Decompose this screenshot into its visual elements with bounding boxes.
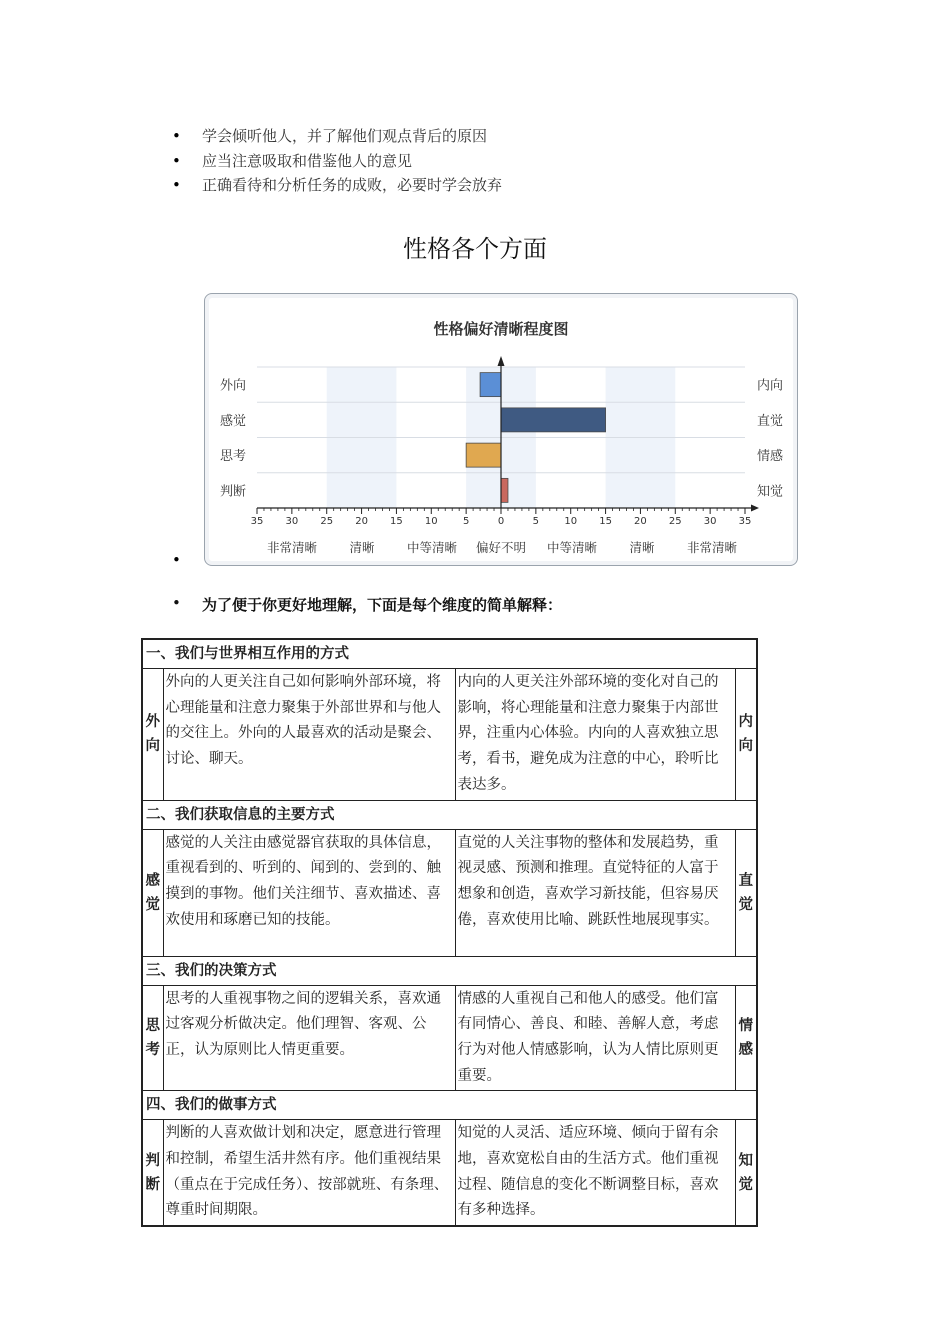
chart-y-arrow <box>498 356 505 366</box>
dimension-table <box>141 638 758 1227</box>
right-label-text: 知觉 <box>738 1151 753 1193</box>
chart-tick-label: 5 <box>462 516 470 527</box>
chart-tick-label: 25 <box>668 516 682 527</box>
chart-title: 性格偏好清晰程度图 <box>433 320 569 338</box>
left-label-text: 外向 <box>145 713 160 755</box>
dimension-right-label <box>735 829 757 956</box>
chart-band-label: 清晰 <box>349 540 375 555</box>
chart-tick-label: 0 <box>497 516 505 527</box>
advice-list <box>172 124 502 198</box>
left-label-text: 思考 <box>145 1016 160 1058</box>
preference-chart <box>204 293 798 566</box>
dimension-right-label <box>735 985 757 1091</box>
chart-tick-label: 30 <box>285 516 299 527</box>
dimension-left-label <box>142 985 163 1091</box>
dimension-left-text: 外向的人更关注自己如何影响外部环境，将心理能量和注意力聚集于外部世界和与他人的交往上。外向的人最喜欢的活动是聚会、讨论、聊天。 <box>163 669 455 801</box>
chart-band-label: 非常清晰 <box>266 540 318 555</box>
chart-band-label: 非常清晰 <box>686 540 738 555</box>
chart-tick-label: 30 <box>703 516 717 527</box>
chart-right-label: 情感 <box>756 449 783 465</box>
dimension-left-text: 感觉的人关注由感觉器官获取的具体信息，重视看到的、听到的、闻到的、尝到的、触摸到的事物。他们关注细节、喜欢描述、喜欢使用和琢磨已知的技能。 <box>163 829 455 956</box>
chart-tick-label: 15 <box>390 516 403 527</box>
chart-left-label: 外向 <box>220 378 247 394</box>
right-label-text: 直觉 <box>738 871 753 913</box>
advice-item: • 应当注意吸取和借鉴他人的意见 <box>172 149 502 174</box>
chart-tick-label: 15 <box>599 516 612 527</box>
dimension-right-text: 知觉的人灵活、适应环境、倾向于留有余地，喜欢宽松自由的生活方式。他们重视过程、随信息的变化不断调整目标，喜欢有多种选择。 <box>455 1120 735 1226</box>
chart-tick-label: 35 <box>738 516 752 527</box>
advice-item: • 学会倾听他人，并了解他们观点背后的原因 <box>172 124 502 149</box>
chart-tick-label: 10 <box>564 516 578 527</box>
explain-bullet <box>172 594 562 615</box>
chart-x-arrow <box>751 505 759 512</box>
dimension-left-text: 判断的人喜欢做计划和决定，愿意进行管理和控制，希望生活井然有序。他们重视结果（重点在于完成任务）、按部就班、有条理、尊重时间期限。 <box>163 1120 455 1226</box>
chart-right-label: 直觉 <box>756 413 783 429</box>
right-label-text: 内向 <box>738 713 753 755</box>
section-title: 性格各个方面 <box>403 235 547 263</box>
dimension-right-label <box>735 669 757 801</box>
chart-left-label: 判断 <box>220 484 247 500</box>
chart-tick-label: 5 <box>532 516 540 527</box>
chart-bar <box>466 443 501 467</box>
chart-band-label: 中等清晰 <box>546 540 598 555</box>
chart-left-label: 思考 <box>220 449 247 465</box>
chart-bar <box>501 478 508 502</box>
left-label-text: 感觉 <box>145 871 160 913</box>
chart-tick-label: 10 <box>424 516 438 527</box>
dimension-left-text: 思考的人重视事物之间的逻辑关系，喜欢通过客观分析做决定。他们理智、客观、公正，认为原则比人情更重要。 <box>163 985 455 1091</box>
dimension-right-text: 内向的人更关注外部环境的变化对自己的影响，将心理能量和注意力聚集于内部世界，注重内心体验。内向的人喜欢独立思考，看书，避免成为注意的中心，聆听比表达多。 <box>455 669 735 801</box>
chart-tick-label: 35 <box>250 516 264 527</box>
chart-band-label: 中等清晰 <box>406 540 458 555</box>
dimension-right-text: 情感的人重视自己和他人的感受。他们富有同情心、善良、和睦、善解人意，考虑行为对他人情感影响，认为人情比原则更重要。 <box>455 985 735 1091</box>
dimension-right-text: 直觉的人关注事物的整体和发展趋势，重视灵感、预测和推理。直觉特征的人富于想象和创造，喜欢学习新技能，但容易厌倦，喜欢使用比喻、跳跃性地展现事实。 <box>455 829 735 956</box>
dimension-header: 二、我们获取信息的主要方式 <box>142 800 757 829</box>
chart-bar <box>501 408 606 432</box>
advice-item: • 正确看待和分析任务的成败，必要时学会放弃 <box>172 173 502 198</box>
chart-tick-label: 20 <box>634 516 647 527</box>
dimension-left-label <box>142 669 163 801</box>
chart-svg <box>205 294 797 565</box>
chart-right-label: 内向 <box>756 378 783 394</box>
dimension-left-label <box>142 1120 163 1226</box>
chart-right-label: 知觉 <box>756 484 783 500</box>
dimension-header: 一、我们与世界相互作用的方式 <box>142 639 757 669</box>
dimension-right-label <box>735 1120 757 1226</box>
chart-band-label: 偏好不明 <box>475 540 527 555</box>
dimension-header: 三、我们的决策方式 <box>142 956 757 985</box>
chart-tick-label: 25 <box>320 516 334 527</box>
chart-bullet: • <box>172 551 181 569</box>
chart-band-label: 清晰 <box>629 540 655 555</box>
left-label-text: 判断 <box>145 1151 160 1193</box>
chart-tick-label: 20 <box>355 516 368 527</box>
right-label-text: 情感 <box>738 1016 753 1058</box>
dimension-header: 四、我们的做事方式 <box>142 1091 757 1120</box>
dimension-left-label <box>142 829 163 956</box>
explain-text: 为了便于你更好地理解，下面是每个维度的简单解释： <box>202 596 563 614</box>
chart-left-label: 感觉 <box>220 413 247 429</box>
chart-bar <box>480 373 501 397</box>
